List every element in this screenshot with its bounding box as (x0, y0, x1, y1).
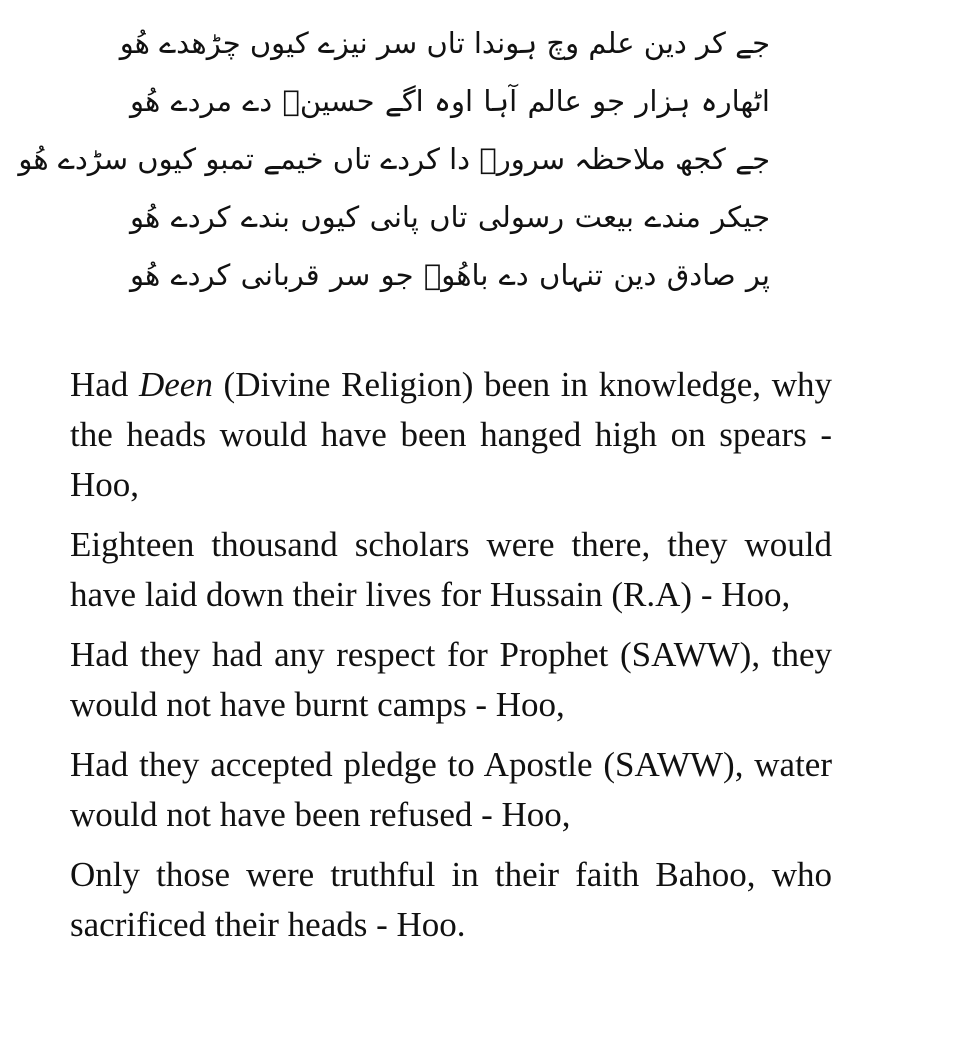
stanza-1-text-start: Had (70, 365, 139, 404)
urdu-verse (18, 14, 770, 304)
stanza-1-text-end: (Divine Religion) been in knowledge, why the heads would have been hanged high on spears - Hoo, (70, 365, 832, 504)
english-translation (70, 360, 832, 960)
urdu-verse-line-5: پر صادق دین تنہاں دے باھُوؒ جو سر قربانی کردے ھُو (130, 258, 770, 292)
translation-stanza-2: Eighteen thousand scholars were there, they would have laid down their lives for Hussain (R.A) - Hoo, (70, 525, 832, 614)
urdu-verse-line-1: جے کر دین علم وچ ہوندا تاں سر نیزے کیوں چڑھدے ھُو (119, 26, 770, 60)
translation-stanza-1 (70, 360, 832, 510)
translation-stanza-5: Only those were truthful in their faith Bahoo, who sacrificed their heads - Hoo. (70, 855, 832, 944)
stanza-1-italic-term: Deen (139, 365, 213, 404)
urdu-verse-line-4: جیکر مندے بیعت رسولی تاں پانی کیوں بندے کردے ھُو (130, 200, 770, 234)
urdu-verse-line-3: جے کجھ ملاحظہ سرورؐ دا کردے تاں خیمے تمبو کیوں سڑدے ھُو (18, 142, 770, 176)
translation-stanza-4: Had they accepted pledge to Apostle (SAWW), water would not have been refused - Hoo, (70, 745, 832, 834)
urdu-verse-line-2: اٹھارہ ہزار جو عالم آہا اوہ اگے حسینؓ دے مردے ھُو (130, 84, 770, 118)
translation-stanza-3: Had they had any respect for Prophet (SAWW), they would not have burnt camps - Hoo, (70, 635, 832, 724)
